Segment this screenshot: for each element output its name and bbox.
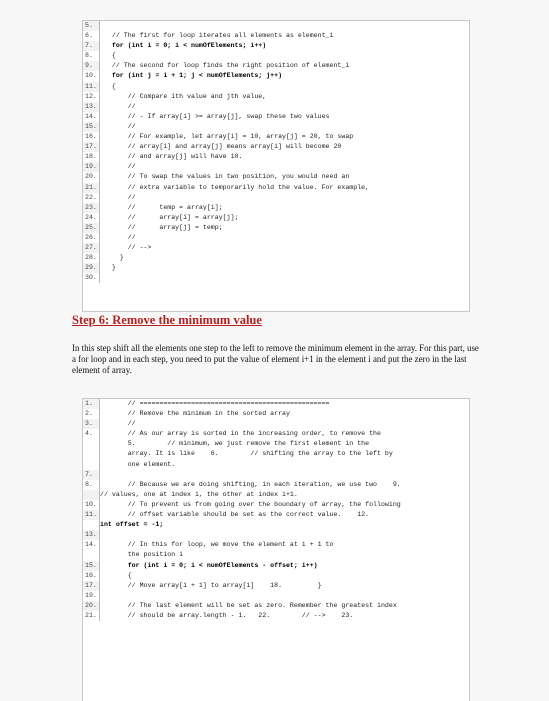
code-text: // The last element will be set as zero. Remember the greatest index: [100, 601, 397, 609]
line-number: 6.: [83, 31, 100, 41]
code-line: [83, 41, 469, 51]
code-line: [83, 530, 469, 540]
line-number: 8.: [83, 51, 100, 61]
code-text: // To prevent us from going over the boundary of array, the following: [100, 500, 401, 508]
code-text: {: [100, 82, 116, 90]
code-line: [83, 51, 469, 61]
code-line: [83, 183, 469, 193]
code-line: [83, 142, 469, 152]
line-number: 3.: [83, 419, 100, 429]
line-number: 19.: [83, 591, 100, 601]
code-line: [83, 71, 469, 81]
code-line: [83, 500, 469, 510]
line-number: 29.: [83, 263, 100, 273]
code-text: [100, 470, 469, 480]
line-number: 2.: [83, 409, 100, 419]
line-number: 18.: [83, 152, 100, 162]
code-text: // In this for loop, we move the element at i + 1 to the position i: [127, 541, 334, 559]
code-line: [83, 399, 469, 409]
code-text: }: [100, 264, 116, 272]
code-line: [83, 233, 469, 243]
code-line: [83, 490, 469, 500]
line-number: 17.: [83, 142, 100, 152]
line-number: 14.: [83, 540, 100, 560]
code-text: //: [100, 163, 136, 171]
code-text: {: [100, 52, 116, 60]
code-text: // ================================================: [100, 400, 330, 407]
code-block-remove-min: [82, 398, 470, 701]
code-line: [83, 132, 469, 142]
code-line: [83, 470, 469, 480]
line-number: 11.: [83, 82, 100, 92]
code-line: [83, 409, 469, 419]
code-line: [83, 480, 469, 490]
code-text: [100, 591, 469, 601]
code-line: [83, 213, 469, 223]
code-line: [83, 571, 469, 581]
line-number: 19.: [83, 162, 100, 172]
code-line: [83, 61, 469, 71]
line-number: 28.: [83, 253, 100, 263]
code-text: // array[i] and array[j] means array[i] will become 20: [100, 143, 342, 151]
code-text: for (int i = 0; i < numOfElements; i++): [100, 42, 267, 50]
code-text: // extra variable to temporarily hold the value. For example,: [100, 183, 370, 191]
code-text: //: [100, 193, 136, 201]
code-text: // Remove the minimum in the sorted array: [100, 410, 290, 418]
line-number: 11.: [83, 510, 100, 520]
code-text: //: [100, 420, 136, 428]
line-number: 13.: [83, 530, 100, 540]
code-text: // array[j] = temp;: [100, 223, 223, 231]
line-number: 20.: [83, 172, 100, 182]
code-line: [83, 540, 469, 560]
code-line: [83, 172, 469, 182]
code-line: [83, 561, 469, 571]
line-number: 17.: [83, 581, 100, 591]
line-number: 9.: [83, 61, 100, 71]
code-line: [83, 21, 469, 31]
line-number: 21.: [83, 183, 100, 193]
code-line: [83, 429, 469, 469]
code-text: // To swap the values in two position, you would need an: [100, 173, 350, 181]
code-line: [83, 273, 469, 283]
code-line: [83, 152, 469, 162]
code-text: //: [100, 102, 136, 110]
code-line: [83, 193, 469, 203]
code-line: [83, 520, 469, 530]
step-heading: Step 6: Remove the minimum value: [72, 313, 262, 327]
code-line: [83, 510, 469, 520]
line-number: 22.: [83, 193, 100, 203]
code-line: [83, 162, 469, 172]
line-number: 1.: [83, 399, 100, 409]
code-line: [83, 263, 469, 273]
line-number: 15.: [83, 122, 100, 132]
code-line: [83, 92, 469, 102]
code-line: [83, 253, 469, 263]
line-number: 26.: [83, 233, 100, 243]
code-text: [100, 21, 469, 31]
code-line: [83, 31, 469, 41]
code-line: [83, 611, 469, 621]
code-text: // Move array[i + 1] to array[i] 18. }: [100, 581, 322, 589]
code-text: }: [100, 254, 124, 262]
code-line: [83, 591, 469, 601]
line-number: 15.: [83, 561, 100, 571]
line-number: 16.: [83, 132, 100, 142]
line-number: 7.: [83, 470, 100, 480]
code-text: int offset = -1;: [100, 521, 164, 529]
line-number: 16.: [83, 571, 100, 581]
code-text: // should be array.length - 1. 22. // --> 23.: [100, 611, 354, 619]
step-description: In this step shift all the elements one step to the left to remove the minimum element in the array. For this part, use a for loop and in each step, you need to put the value of element i+1 in the element i and put the zero in the last element of array.: [72, 343, 479, 375]
line-number: 27.: [83, 243, 100, 253]
code-text: // temp = array[i];: [100, 203, 223, 211]
code-text: // Because we are doing shifting, in each iteration, we use two 9.: [100, 480, 401, 488]
code-line: [83, 223, 469, 233]
line-number: 25.: [83, 223, 100, 233]
code-line: [83, 82, 469, 92]
code-text: for (int i = 0; i < numOfElements - offset; i++): [100, 561, 318, 569]
line-number: 12.: [83, 92, 100, 102]
line-number: [83, 520, 100, 530]
code-text: // The first for loop iterates all elements as element_i: [100, 32, 334, 40]
line-number: 24.: [83, 213, 100, 223]
code-text: // - If array[i] >= array[j], swap these two values: [100, 112, 330, 120]
line-number: 5.: [83, 21, 100, 31]
code-line: [83, 581, 469, 591]
code-text: // -->: [100, 244, 152, 252]
code-line: [83, 601, 469, 611]
code-text: // array[i] = array[j];: [100, 213, 239, 221]
line-number: 14.: [83, 112, 100, 122]
line-number: 21.: [83, 611, 100, 621]
code-text: for (int j = i + 1; j < numOfElements; j++): [100, 72, 283, 80]
code-line: [83, 243, 469, 253]
line-number: 23.: [83, 203, 100, 213]
line-number: 10.: [83, 500, 100, 510]
code-text: {: [100, 571, 132, 579]
code-text: //: [100, 233, 136, 241]
code-line: [83, 419, 469, 429]
code-line: [83, 203, 469, 213]
code-line: [83, 122, 469, 132]
code-line: [83, 102, 469, 112]
line-number: 30.: [83, 273, 100, 283]
code-text: // offset variable should be set as the correct value. 12.: [100, 511, 370, 519]
code-line: [83, 112, 469, 122]
code-text: // and array[j] will have 10.: [100, 153, 243, 161]
line-number: 7.: [83, 41, 100, 51]
line-number: [83, 490, 100, 500]
code-text: [100, 273, 469, 283]
code-text: // As our array is sorted in the increasing order, to remove the 5. // minimum, we just remove the first element in the array. It is like 6. // shifting the array to the left by one element.: [127, 430, 393, 468]
line-number: 10.: [83, 71, 100, 81]
code-text: // For example, let array[i] = 10, array[j] = 20, to swap: [100, 133, 354, 141]
code-text: //: [100, 122, 136, 130]
code-block-sort: [82, 20, 470, 312]
code-text: // values, one at index i, the other at index i+1.: [100, 490, 298, 498]
code-text: [100, 530, 469, 540]
line-number: 13.: [83, 102, 100, 112]
line-number: 20.: [83, 601, 100, 611]
code-text: // Compare ith value and jth value,: [100, 92, 267, 100]
code-text: // The second for loop finds the right position of element_i: [100, 62, 350, 70]
line-number: 8.: [83, 480, 100, 490]
line-number: 4.: [83, 429, 100, 469]
